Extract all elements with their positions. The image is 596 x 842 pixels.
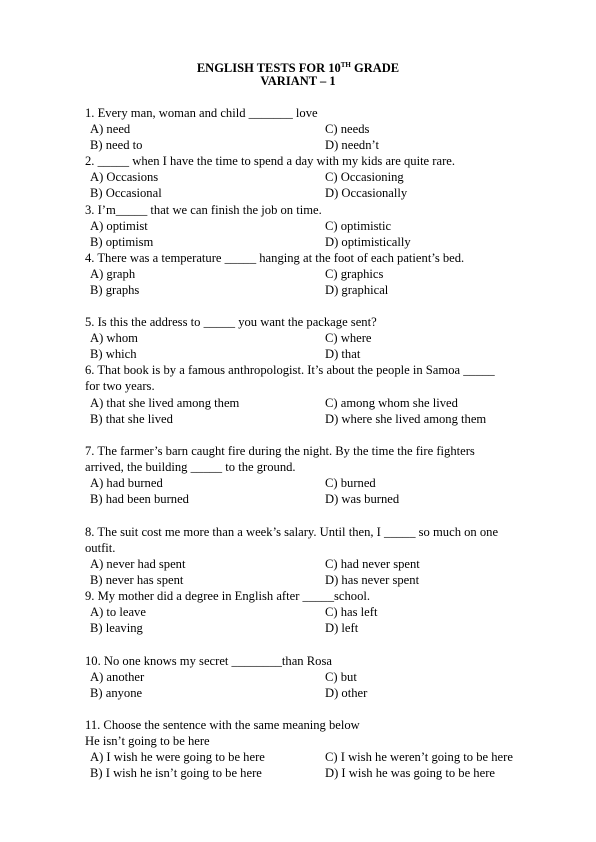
question-1-option-a: A) need <box>90 122 131 136</box>
question-3-option-a: A) optimist <box>90 219 148 233</box>
question-1-option-b: B) need to <box>90 138 143 152</box>
question-7-option-d: D) was burned <box>325 492 400 506</box>
title-text-end: GRADE <box>350 61 400 75</box>
question-3-option-c: C) optimistic <box>325 219 392 233</box>
question-8-option-d: D) has never spent <box>325 573 420 587</box>
question-4-option-b: B) graphs <box>90 283 140 297</box>
question-1-option-d: D) needn’t <box>325 138 379 152</box>
question-2-option-a: A) Occasions <box>90 170 159 184</box>
question-9-option-b: B) leaving <box>90 621 143 635</box>
question-1-option-c: C) needs <box>325 122 370 136</box>
question-7-stem-continued: arrived, the building _____ to the ground. <box>85 460 296 474</box>
question-6-option-a: A) that she lived among them <box>90 396 240 410</box>
question-8-option-a: A) never had spent <box>90 557 186 571</box>
question-3-option-d: D) optimistically <box>325 235 411 249</box>
question-8-stem-continued: outfit. <box>85 541 116 555</box>
question-7-option-b: B) had been burned <box>90 492 189 506</box>
question-10-option-b: B) anyone <box>90 686 143 700</box>
question-3-stem: 3. I’m_____ that we can finish the job on time. <box>85 203 322 217</box>
variant-label: VARIANT – 1 <box>260 74 336 88</box>
question-8-stem: 8. The suit cost me more than a week’s salary. Until then, I _____ so much on one <box>85 525 499 539</box>
question-11-stem: 11. Choose the sentence with the same meaning below <box>85 718 360 732</box>
question-5-option-d: D) that <box>325 347 361 361</box>
question-3-option-b: B) optimism <box>90 235 154 249</box>
question-2-option-d: D) Occasionally <box>325 186 408 200</box>
question-6-stem: 6. That book is by a famous anthropologist. It’s about the people in Samoa _____ <box>85 363 495 377</box>
question-5-stem: 5. Is this the address to _____ you want the package sent? <box>85 315 377 329</box>
question-4-option-c: C) graphics <box>325 267 384 281</box>
question-11-option-a: A) I wish he were going to be here <box>90 750 265 764</box>
question-11-option-d: D) I wish he was going to be here <box>325 766 495 780</box>
question-8-option-b: B) never has spent <box>90 573 184 587</box>
title-text: ENGLISH TESTS FOR 10 <box>196 61 341 75</box>
title-superscript: TH <box>340 61 351 69</box>
question-4-option-a: A) graph <box>90 267 136 281</box>
question-6-option-d: D) where she lived among them <box>325 412 487 426</box>
question-11-sentence: He isn’t going to be here <box>85 734 210 748</box>
question-6-option-b: B) that she lived <box>90 412 173 426</box>
question-9-option-d: D) left <box>325 621 359 635</box>
question-6-stem-continued: for two years. <box>85 379 155 393</box>
question-5-option-a: A) whom <box>90 331 138 345</box>
question-10-option-d: D) other <box>325 686 368 700</box>
question-9-option-c: C) has left <box>325 605 378 619</box>
question-10-option-c: C) but <box>325 670 357 684</box>
question-7-stem: 7. The farmer’s barn caught fire during the night. By the time the fire fighters <box>85 444 475 458</box>
question-5-option-c: C) where <box>325 331 372 345</box>
question-11-option-b: B) I wish he isn’t going to be here <box>90 766 262 780</box>
question-4-option-d: D) graphical <box>325 283 389 297</box>
question-9-option-a: A) to leave <box>90 605 146 619</box>
question-10-stem: 10. No one knows my secret ________than Rosa <box>85 654 332 668</box>
question-5-option-b: B) which <box>90 347 137 361</box>
question-4-stem: 4. There was a temperature _____ hanging at the foot of each patient’s bed. <box>85 251 465 265</box>
question-11-option-c: C) I wish he weren’t going to be here <box>325 750 513 764</box>
question-2-option-c: C) Occasioning <box>325 170 404 184</box>
question-7-option-a: A) had burned <box>90 476 163 490</box>
question-8-option-c: C) had never spent <box>325 557 420 571</box>
question-9-stem: 9. My mother did a degree in English after _____school. <box>85 589 371 603</box>
question-1-stem: 1. Every man, woman and child _______ love <box>85 106 318 120</box>
question-6-option-c: C) among whom she lived <box>325 396 458 410</box>
question-2-option-b: B) Occasional <box>90 186 162 200</box>
question-2-stem: 2. _____ when I have the time to spend a day with my kids are quite rare. <box>85 154 456 168</box>
question-7-option-c: C) burned <box>325 476 376 490</box>
question-10-option-a: A) another <box>90 670 145 684</box>
